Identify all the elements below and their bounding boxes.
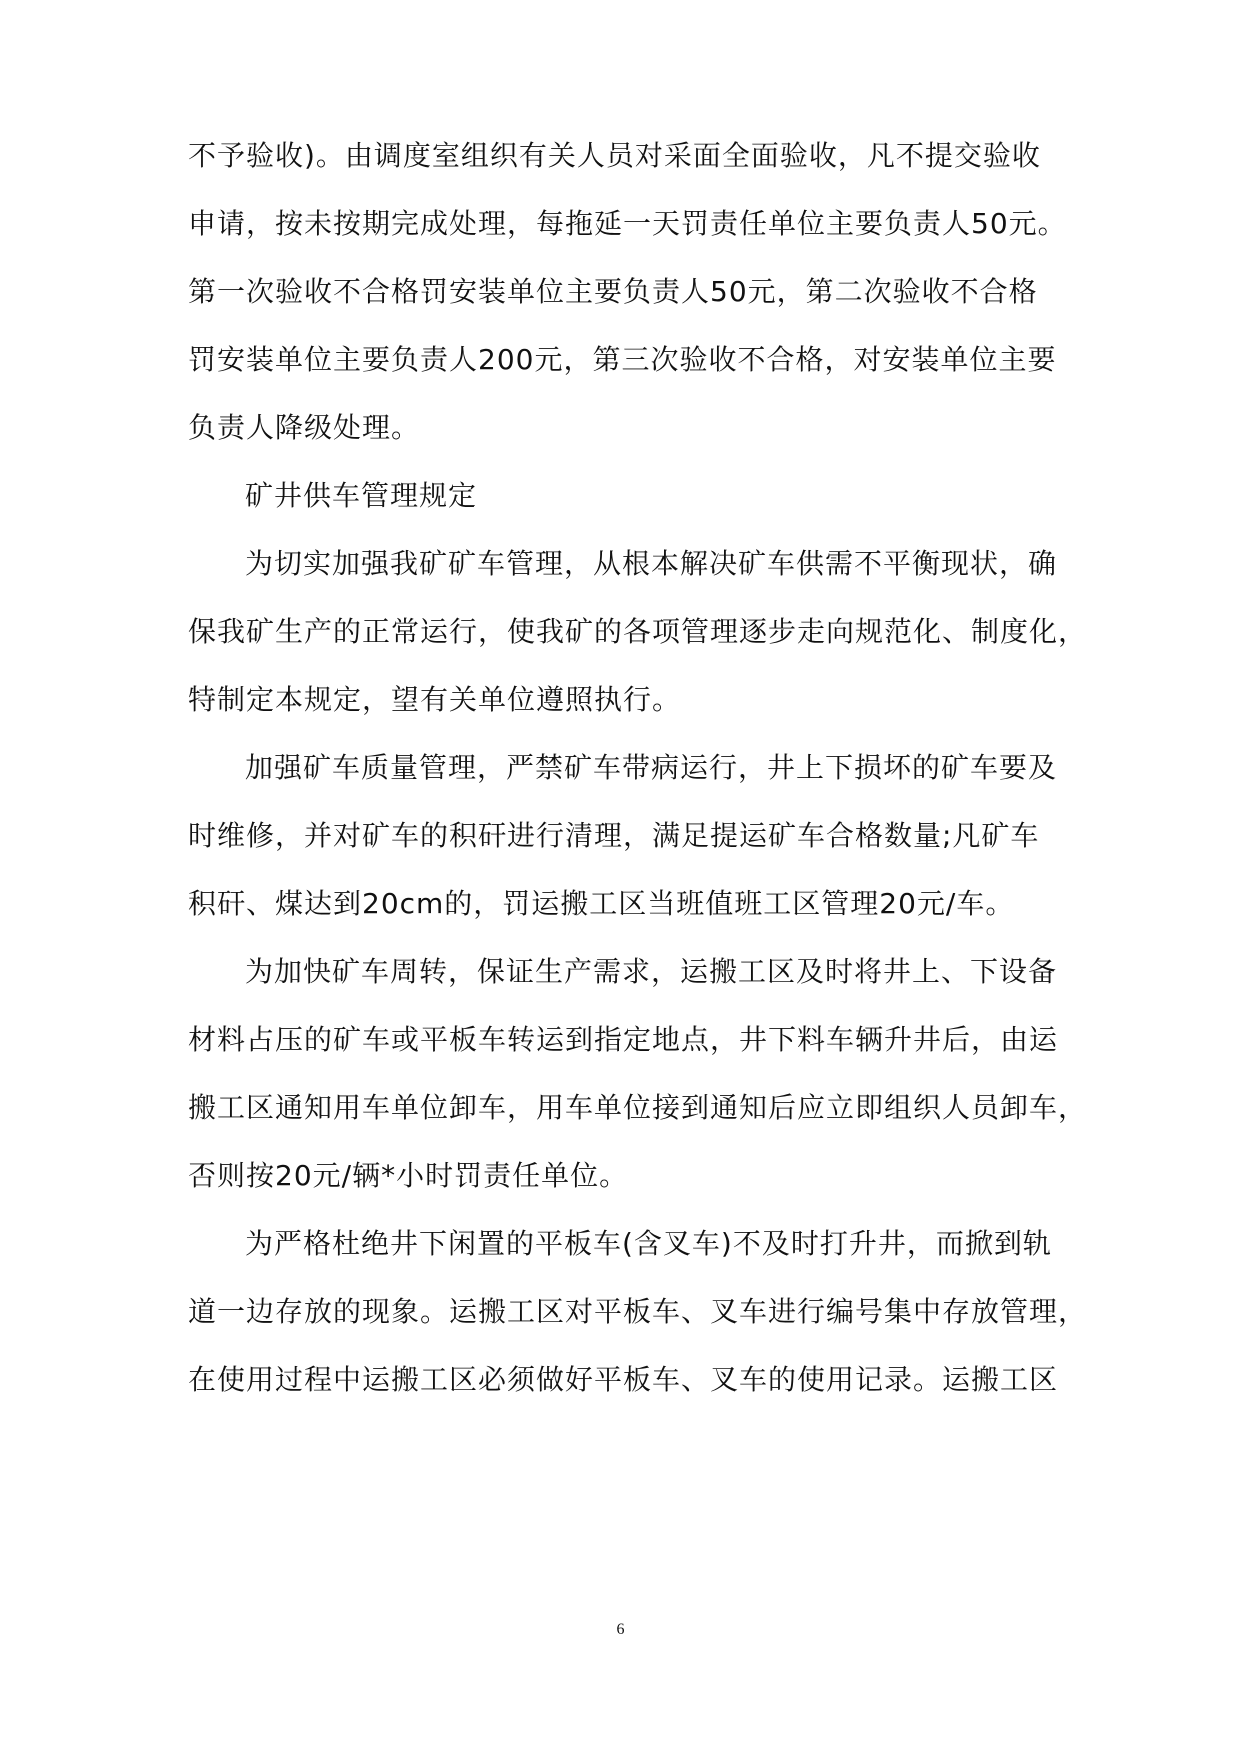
text-line: 负责人降级处理。 bbox=[188, 411, 421, 444]
text-line: 搬工区通知用车单位卸车，用车单位接到通知后应立即组织人员卸车， bbox=[188, 1091, 1088, 1124]
text-line: 保我矿生产的正常运行，使我矿的各项管理逐步走向规范化、制度化， bbox=[188, 615, 1088, 648]
text-line: 道一边存放的现象。运搬工区对平板车、叉车进行编号集中存放管理， bbox=[188, 1295, 1088, 1328]
text-line: 特制定本规定，望有关单位遵照执行。 bbox=[188, 683, 682, 716]
text-line: 为切实加强我矿矿车管理，从根本解决矿车供需不平衡现状，确 bbox=[245, 547, 1058, 580]
text-line: 否则按20元/辆*小时罚责任单位。 bbox=[188, 1159, 629, 1192]
text-line: 材料占压的矿车或平板车转运到指定地点，井下料车辆升井后，由运 bbox=[188, 1023, 1059, 1056]
text-line: 积矸、煤达到20cm的，罚运搬工区当班值班工区管理20元/车。 bbox=[188, 887, 1015, 920]
text-line: 为严格杜绝井下闲置的平板车(含叉车)不及时打升井，而掀到轨 bbox=[245, 1227, 1052, 1260]
page-number: 6 bbox=[616, 1621, 625, 1638]
text-line: 加强矿车质量管理，严禁矿车带病运行，井上下损坏的矿车要及 bbox=[245, 751, 1058, 784]
section-heading: 矿井供车管理规定 bbox=[245, 479, 478, 512]
text-line: 在使用过程中运搬工区必须做好平板车、叉车的使用记录。运搬工区 bbox=[188, 1363, 1059, 1396]
text-line: 为加快矿车周转，保证生产需求，运搬工区及时将井上、下设备 bbox=[245, 955, 1058, 988]
text-line: 申请，按未按期完成处理，每拖延一天罚责任单位主要负责人50元。 bbox=[188, 207, 1067, 240]
text-line: 不予验收)。由调度室组织有关人员对采面全面验收，凡不提交验收 bbox=[188, 139, 1041, 172]
text-line: 罚安装单位主要负责人200元，第三次验收不合格，对安装单位主要 bbox=[188, 343, 1057, 376]
text-line: 第一次验收不合格罚安装单位主要负责人50元，第二次验收不合格 bbox=[188, 275, 1038, 308]
text-line: 时维修，并对矿车的积矸进行清理，满足提运矿车合格数量;凡矿车 bbox=[188, 819, 1040, 852]
